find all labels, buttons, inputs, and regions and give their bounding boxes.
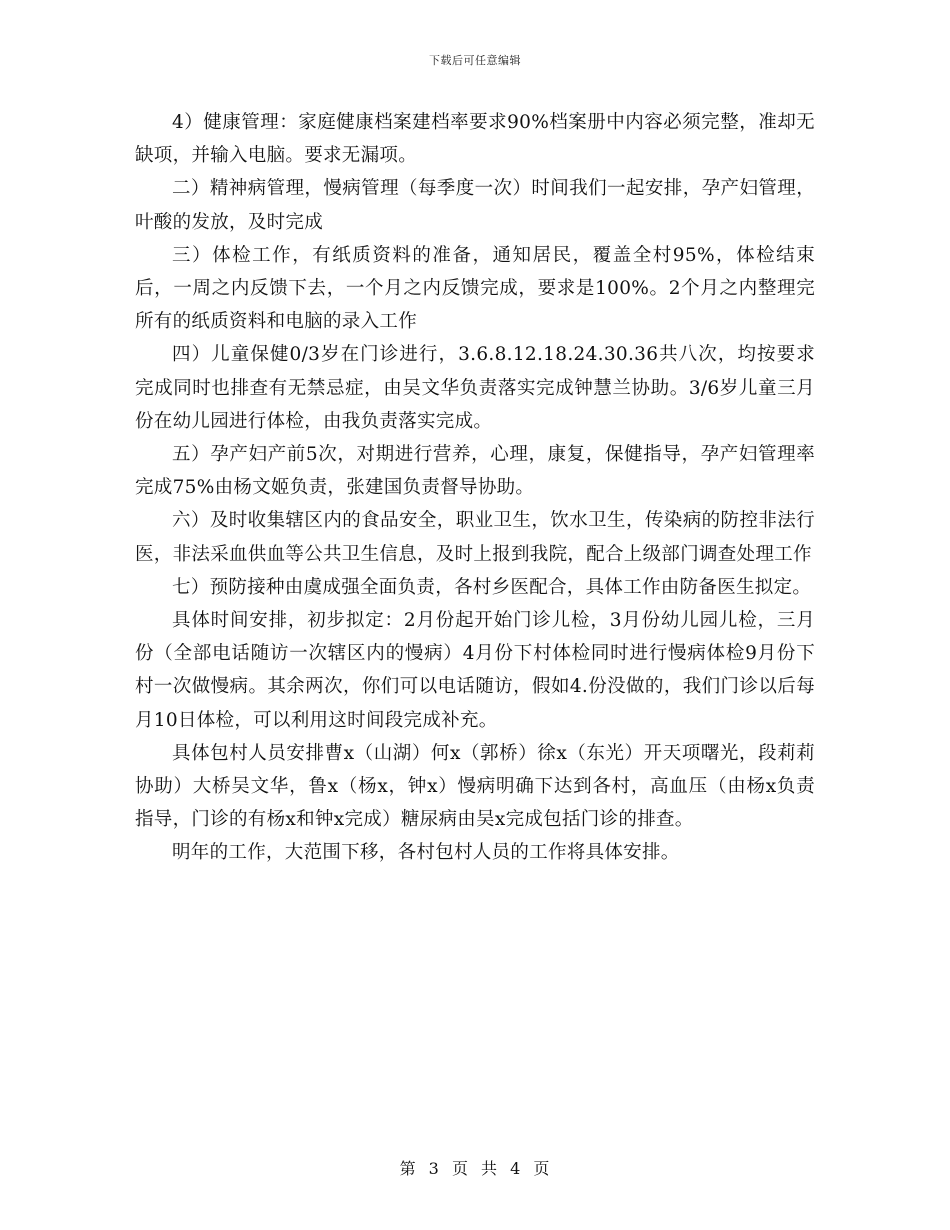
- paragraph-health-management: 4）健康管理：家庭健康档案建档率要求90%档案册中内容必须完整，准却无缺项，并输入电脑。要求无漏项。: [135, 112, 815, 167]
- paragraph-maternal-care: 五）孕产妇产前5次，对期进行营养，心理，康复，保健指导，孕产妇管理率完成75%由杨文姬负责，张建国负责督导协助。: [135, 444, 815, 499]
- paragraph-child-health: 四）儿童保健0/3岁在门诊进行，3.6.8.12.18.24.30.36共八次，均按要求完成同时也排查有无禁忌症，由吴文华负责落实完成钟慧兰协助。3/6岁儿童三月份在幼儿园进行体检，由我负责落实完成。: [135, 344, 815, 432]
- paragraph-village-staff: 具体包村人员安排曹x（山湖）何x（郭桥）徐x（东光）开天项曙光，段莉莉协助）大桥吴文华，鲁x（杨x，钟x）慢病明确下达到各村，高血压（由杨x负责指导，门诊的有杨x和钟x完成）糖尿病由吴x完成包括门诊的排查。: [135, 742, 815, 831]
- paragraph-mental-illness-management: 二）精神病管理，慢病管理（每季度一次）时间我们一起安排，孕产妇管理，叶酸的发放，及时完成: [135, 178, 815, 233]
- document-body: [135, 106, 815, 870]
- paragraph-physical-exam: 三）体检工作，有纸质资料的准备，通知居民，覆盖全村95%，体检结束后，一周之内反馈下去，一个月之内反馈完成，要求是100%。2个月之内整理完所有的纸质资料和电脑的录入工作: [135, 244, 815, 333]
- page-number-footer: 第 3 页 共 4 页: [399, 1159, 551, 1178]
- paragraph-public-health-info: 六）及时收集辖区内的食品安全，职业卫生，饮水卫生，传染病的防控非法行医，非法采血供血等公共卫生信息，及时上报到我院，配合上级部门调查处理工作: [135, 510, 815, 565]
- paragraph-schedule: 具体时间安排，初步拟定：2月份起开始门诊儿检，3月份幼儿园儿检，三月份（全部电话随访一次辖区内的慢病）4月份下村体检同时进行慢病体检9月份下村一次做慢病。其余两次，你们可以电话随访，假如4.份没做的，我们门诊以后每月10日体检，可以利用这时间段完成补充。: [135, 610, 815, 731]
- paragraph-vaccination: 七）预防接种由虞成强全面负责，各村乡医配合，具体工作由防备医生拟定。: [172, 576, 812, 598]
- page-header-note: 下载后可任意编辑: [429, 54, 521, 67]
- paragraph-next-year: 明年的工作，大范围下移，各村包村人员的工作将具体安排。: [172, 842, 680, 864]
